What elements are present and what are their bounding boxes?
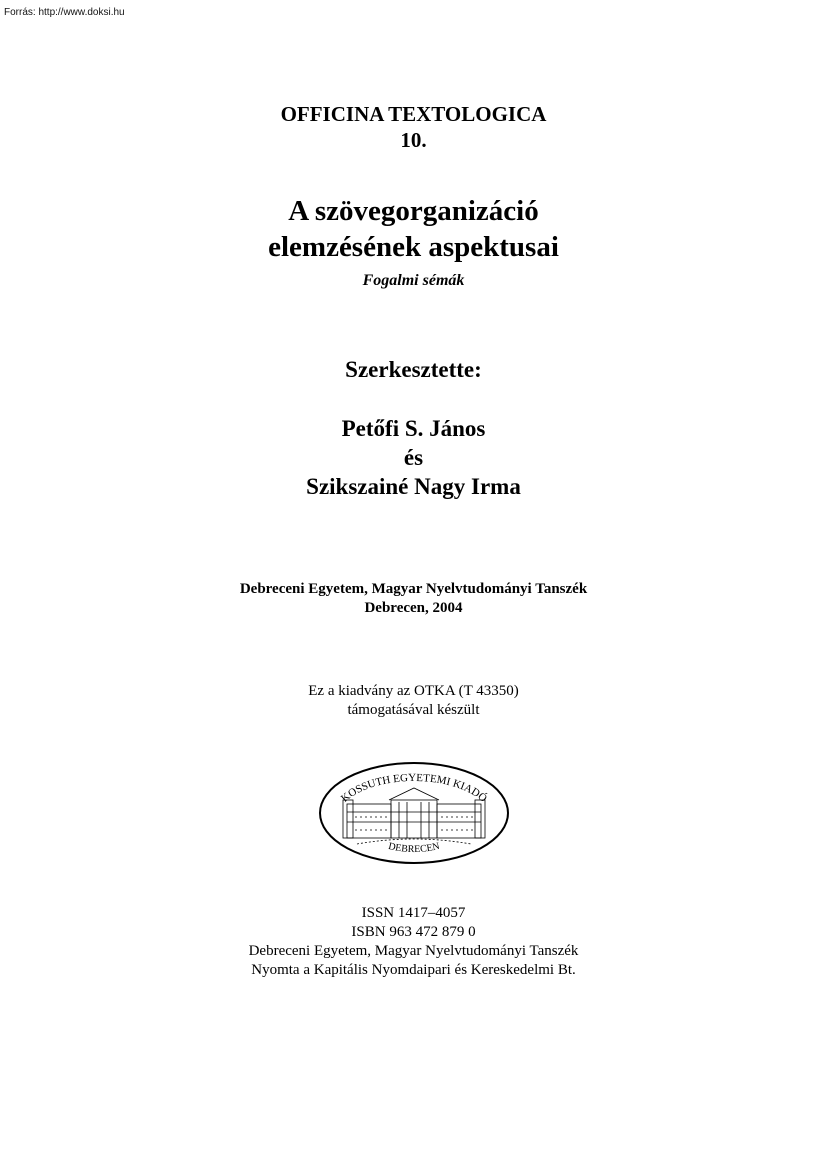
editor-second: Szikszainé Nagy Irma xyxy=(306,474,521,499)
book-title xyxy=(0,193,827,265)
title-line-1: A szövegorganizáció xyxy=(288,195,539,227)
editors xyxy=(0,414,827,501)
publisher: Debreceni Egyetem, Magyar Nyelvtudományi Tanszék xyxy=(248,943,579,959)
editor-conjunction: és xyxy=(403,445,424,470)
source-note: Forrás: http://www.doksi.hu xyxy=(4,7,125,18)
colophon xyxy=(0,904,827,980)
logo-bottom-text: DEBRECEN xyxy=(387,840,441,856)
edited-by-label: Szerkesztette: xyxy=(345,357,482,382)
title-line-2: elemzésének aspektusai xyxy=(268,231,559,263)
support-line-1: Ez a kiadvány az OTKA (T 43350) xyxy=(308,683,519,699)
institution xyxy=(0,580,827,618)
series-name: OFFICINA TEXTOLOGICA xyxy=(280,102,547,126)
publisher-logo xyxy=(317,760,511,866)
book-subtitle: Fogalmi sémák xyxy=(362,272,465,289)
support-line-2: támogatásával készült xyxy=(347,702,480,718)
editor-first: Petőfi S. János xyxy=(341,416,486,441)
isbn: ISBN 963 472 879 0 xyxy=(351,924,476,940)
institution-place-year: Debrecen, 2004 xyxy=(364,600,463,616)
printer: Nyomta a Kapitális Nyomdaipari és Kereskedelmi Bt. xyxy=(251,962,576,978)
series-heading xyxy=(0,101,827,153)
svg-text:DEBRECEN xyxy=(387,841,440,855)
issn: ISSN 1417–4057 xyxy=(361,905,466,921)
university-building-icon xyxy=(343,788,485,844)
institution-name: Debreceni Egyetem, Magyar Nyelvtudományi Tanszék xyxy=(239,581,588,597)
series-number: 10. xyxy=(400,128,427,152)
support-note xyxy=(0,682,827,720)
logo-top-text: KOSSUTH EGYETEMI KIADÓ xyxy=(338,771,490,805)
